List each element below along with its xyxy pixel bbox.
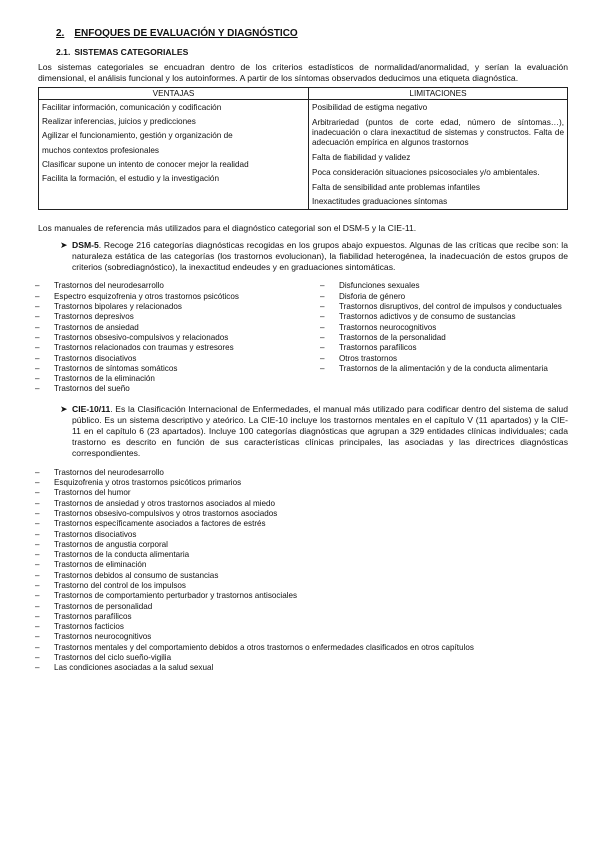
list-item-text: Trastorno del control de los impulsos [54, 580, 186, 590]
list-item-text: Trastornos parafílicos [339, 343, 417, 353]
dash-bullet: – [35, 498, 40, 508]
list-item [35, 560, 568, 570]
list-item-text: Trastornos relacionados con traumas y estresores [54, 343, 234, 353]
list-item-text: Trastornos depresivos [54, 312, 134, 322]
dsm-description [72, 240, 568, 273]
list-item-text: Trastornos facticios [54, 622, 124, 632]
dash-bullet: – [35, 291, 40, 301]
list-item-text: Disfunciones sexuales [339, 281, 420, 291]
dash-bullet: – [35, 622, 40, 632]
dsm-bullet [60, 240, 568, 273]
list-item [35, 622, 568, 632]
ventaja-item: muchos contextos profesionales [42, 145, 159, 155]
advantages-limitations-table [38, 87, 568, 210]
list-item [35, 499, 568, 509]
list-item-text: Trastornos específicamente asociados a factores de estrés [54, 519, 266, 529]
dash-bullet: – [35, 312, 40, 322]
list-item [35, 323, 320, 333]
list-item [35, 663, 568, 673]
list-item [35, 519, 568, 529]
dash-bullet: – [35, 353, 40, 363]
limitacion-item: Inexactitudes graduaciones síntomas [312, 197, 448, 207]
ventaja-item: Facilitar información, comunicación y codificación [42, 103, 222, 112]
dash-bullet: – [35, 478, 40, 488]
list-item [35, 302, 320, 312]
list-item [35, 653, 568, 663]
list-item [35, 612, 568, 622]
list-item-text: Trastornos de ansiedad y otros trastornos asociados al miedo [54, 498, 276, 508]
list-item-text: Trastornos de síntomas somáticos [54, 363, 178, 373]
cie-text: . Es la Clasificación Internacional de Enfermedades, el manual más utilizado para codificar dentro del sistema de salud público. Es un sistema descriptivo y ateórico. La CIE-10 incluye los trastornos mentales en el capítulo V (11 apartados) y la CIE-11 en el capítulo 6 (23 apartados). Incluye 100 categorías diagnósticas que agrupan a 329 entidades clínicas individuales; cada trastorno es descrito en función de sus características clínicas principales, las asociadas y las directrices diagnósticas correspondientes. [72, 403, 568, 458]
ventajas-header: VENTAJAS [39, 88, 309, 100]
subsection-title: SISTEMAS CATEGORIALES [74, 47, 189, 57]
dash-bullet: – [320, 353, 325, 363]
list-item [35, 343, 320, 353]
manuals-intro: Los manuales de referencia más utilizados para el diagnóstico categorial son el DSM-5 y la CIE-11. [38, 223, 417, 234]
list-item [35, 643, 568, 653]
arrow-icon: ➤ [60, 240, 68, 251]
list-item-text: Trastornos del sueño [54, 384, 130, 394]
dash-bullet: – [35, 611, 40, 621]
list-item-text: Las condiciones asociadas a la salud sexual [54, 663, 214, 673]
dash-bullet: – [35, 488, 40, 498]
list-item [320, 323, 568, 333]
dash-bullet: – [320, 322, 325, 332]
list-item [35, 540, 568, 550]
section-number: 2. [56, 28, 65, 39]
dash-bullet: – [320, 291, 325, 301]
limitacion-item: Poca consideración situaciones psicosociales y/o ambientales. [312, 167, 540, 177]
list-item [320, 343, 568, 353]
ventaja-item: Facilita la formación, el estudio y la investigación [42, 173, 220, 183]
limitacion-item: Arbitrariedad (puntos de corte edad, número de síntomas…), inadecuación o clara inexactitud de sistemas y constructos. Falta de adecuación empírica en algunos trastornos [312, 117, 564, 147]
dsm-text: . Recoge 216 categorías diagnósticas recogidas en los grupos abajo expuestos. Algunas de las críticas que recibe son: la naturaleza estática de las categorías (los trastornos evolucionan), la fiabilidad heterogénea, la inadecuación de estos grupos de criterios (sobrediagnóstico), la inexactitud endeudes y en graduaciones sintomáticas. [72, 240, 568, 273]
ventaja-item: Realizar inferencias, juicios y predicciones [42, 117, 196, 127]
dash-bullet: – [35, 529, 40, 539]
dash-bullet: – [35, 384, 40, 394]
list-item-text: Trastornos de la conducta alimentaria [54, 550, 190, 560]
list-item-text: Trastornos disruptivos, del control de impulsos y conductuales [339, 302, 562, 312]
list-item [35, 364, 320, 374]
list-item-text: Trastornos del ciclo sueño-vigilia [54, 653, 172, 663]
list-item [35, 571, 568, 581]
list-item [35, 374, 320, 384]
list-item-text: Otros trastornos [339, 353, 398, 363]
dash-bullet: – [35, 374, 40, 384]
list-item-text: Trastornos de eliminación [54, 560, 147, 570]
dash-bullet: – [35, 508, 40, 518]
list-item-text: Trastornos disociativos [54, 529, 137, 539]
list-item [35, 312, 320, 322]
list-item [320, 292, 568, 302]
limitacion-item: Falta de sensibilidad ante problemas infantiles [312, 182, 480, 192]
dash-bullet: – [35, 580, 40, 590]
list-item-text: Trastornos de comportamiento perturbador y trastornos antisociales [54, 591, 298, 601]
list-item [35, 354, 320, 364]
dash-bullet: – [35, 632, 40, 642]
limitaciones-header: LIMITACIONES [309, 88, 568, 100]
list-item [35, 488, 568, 498]
list-item [35, 602, 568, 612]
list-item [320, 312, 568, 322]
list-item [35, 384, 320, 394]
subsection-heading [56, 47, 568, 57]
list-item-text: Trastornos del neurodesarrollo [54, 281, 164, 291]
arrow-icon: ➤ [60, 403, 68, 414]
list-item-text: Trastornos del humor [54, 488, 131, 498]
list-item [35, 530, 568, 540]
list-item-text: Trastornos obsesivo-compulsivos y otros trastornos asociados [54, 508, 278, 518]
cie-bullet [60, 404, 568, 459]
dash-bullet: – [320, 363, 325, 373]
dash-bullet: – [320, 332, 325, 342]
cie-categories [35, 468, 568, 674]
list-item-text: Trastornos debidos al consumo de sustancias [54, 570, 219, 580]
list-item-text: Trastornos del neurodesarrollo [54, 467, 164, 477]
list-item [35, 581, 568, 591]
dash-bullet: – [35, 642, 40, 652]
list-item-text: Trastornos adictivos y de consumo de sustancias [339, 312, 516, 322]
dsm-left-column [35, 281, 320, 394]
list-item [35, 591, 568, 601]
list-item [35, 468, 568, 478]
list-item [320, 354, 568, 364]
dash-bullet: – [35, 322, 40, 332]
dash-bullet: – [35, 332, 40, 342]
section-heading [56, 28, 568, 39]
dash-bullet: – [35, 591, 40, 601]
limitacion-item: Falta de fiabilidad y validez [312, 152, 411, 162]
limitaciones-cell [309, 100, 568, 210]
ventaja-item: Agilizar el funcionamiento, gestión y organización de [42, 131, 233, 141]
list-item [320, 302, 568, 312]
dash-bullet: – [320, 281, 325, 291]
list-item [35, 478, 568, 488]
dsm-categories [35, 281, 568, 394]
document-page [35, 28, 568, 674]
list-item-text: Trastornos obsesivo-compulsivos y relacionados [54, 332, 229, 342]
dash-bullet: – [35, 653, 40, 663]
dash-bullet: – [35, 570, 40, 580]
limitacion-item: Posibilidad de estigma negativo [312, 103, 428, 112]
list-item-text: Trastornos parafílicos [54, 611, 132, 621]
list-item [320, 281, 568, 291]
list-item [35, 292, 320, 302]
dash-bullet: – [35, 302, 40, 312]
dash-bullet: – [35, 281, 40, 291]
list-item-text: Trastornos de angustia corporal [54, 539, 168, 549]
ventajas-cell [39, 100, 309, 210]
dash-bullet: – [35, 663, 40, 673]
ventaja-item: Clasificar supone un intento de conocer mejor la realidad [42, 159, 249, 169]
list-item [35, 550, 568, 560]
dash-bullet: – [320, 343, 325, 353]
list-item-text: Trastornos de la alimentación y de la conducta alimentaria [339, 363, 548, 373]
intro-paragraph: Los sistemas categoriales se encuadran dentro de los criterios estadísticos de normalidad/anormalidad, y serían la evaluación dimensional, el análisis funcional y los autoinformes. A partir de los síntomas observados deducimos una etiqueta diagnóstica. [38, 62, 568, 83]
list-item [320, 333, 568, 343]
dash-bullet: – [35, 539, 40, 549]
list-item-text: Disforia de género [339, 291, 406, 301]
list-item-text: Trastornos bipolares y relacionados [54, 302, 182, 312]
dash-bullet: – [320, 302, 325, 312]
list-item [35, 281, 320, 291]
dash-bullet: – [35, 343, 40, 353]
list-item-text: Trastornos disociativos [54, 353, 137, 363]
list-item [35, 632, 568, 642]
list-item [35, 333, 320, 343]
dash-bullet: – [35, 467, 40, 477]
list-item-text: Espectro esquizofrenia y otros trastornos psicóticos [54, 291, 239, 301]
cie-name: CIE-10/11 [72, 403, 111, 414]
dash-bullet: – [35, 560, 40, 570]
list-item-text: Trastornos de personalidad [54, 601, 153, 611]
dsm-right-column [320, 281, 568, 394]
dash-bullet: – [320, 312, 325, 322]
dash-bullet: – [35, 519, 40, 529]
cie-description [72, 404, 568, 459]
list-item [320, 364, 568, 374]
list-item [35, 509, 568, 519]
list-item-text: Trastornos mentales y del comportamiento debidos a otros trastornos o enfermedades clasificados en otros capítulos [54, 642, 474, 652]
list-item-text: Trastornos de la eliminación [54, 374, 155, 384]
list-item-text: Trastornos neurocognitivos [54, 632, 152, 642]
dsm-name: DSM-5 [72, 240, 99, 251]
section-title: ENFOQUES DE EVALUACIÓN Y DIAGNÓSTICO [74, 28, 298, 39]
list-item-text: Trastornos neurocognitivos [339, 322, 437, 332]
list-item-text: Trastornos de la personalidad [339, 332, 446, 342]
dash-bullet: – [35, 550, 40, 560]
list-item-text: Trastornos de ansiedad [54, 322, 139, 332]
list-item-text: Esquizofrenia y otros trastornos psicóticos primarios [54, 478, 242, 488]
dash-bullet: – [35, 601, 40, 611]
dash-bullet: – [35, 363, 40, 373]
subsection-number: 2.1. [56, 47, 71, 57]
